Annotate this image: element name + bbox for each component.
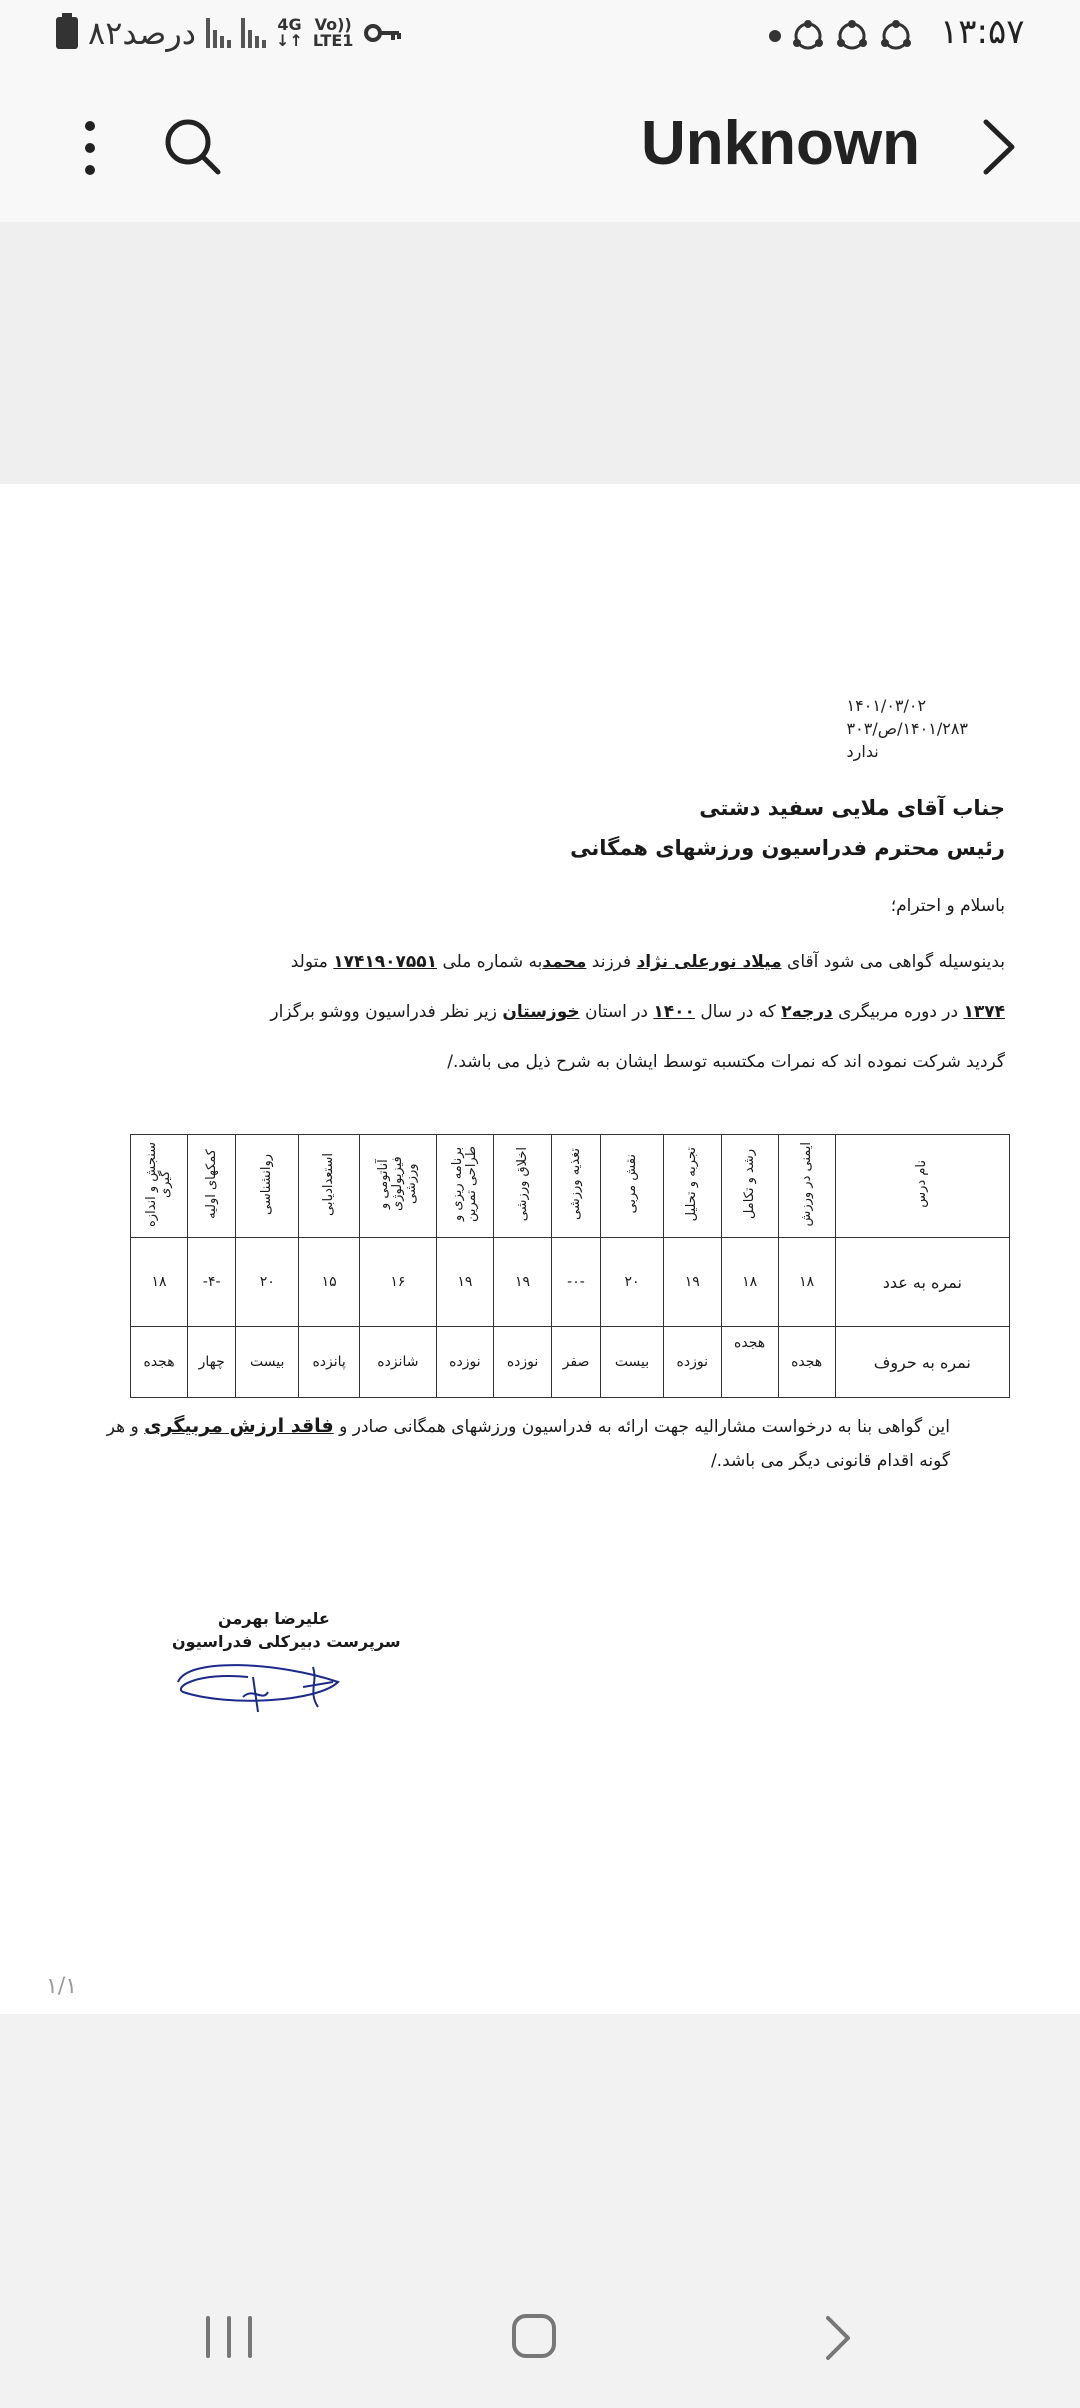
course-name: تغذیه ورزشی [567,1148,583,1220]
grade-word: هجده [721,1327,778,1398]
lte-label: LTE1 [312,31,354,50]
course-cell [131,1135,188,1238]
course-year: ۱۴۰۰ [653,1002,695,1022]
grade-num: ۱۶ [360,1238,436,1327]
data-arrows-icon: ↓↑ [276,31,303,50]
grade-word: صفر [551,1327,600,1398]
search-icon[interactable] [160,112,224,182]
paragraph-3: گردید شرکت نموده اند که نمرات مکتسبه توسط ایشان به شرح ذیل می باشد./ [447,1052,1005,1072]
grade-num: ۱۹ [494,1238,552,1327]
p2-text-d: زیر نظر فدراسیون ووشو برگزار [270,1002,497,1022]
status-bar [0,0,1080,72]
p2-text-b: که در سال [700,1002,776,1022]
course-cell [236,1135,299,1238]
clock: ۱۳:۵۷ [940,12,1025,52]
course-name: استعدادیابی [321,1152,337,1216]
course-name: تجربه و تحلیل [684,1146,700,1222]
table-header-row [131,1135,1010,1238]
grade-word: بیست [601,1327,664,1398]
num-label: نمره به عدد [835,1238,1009,1327]
word-label: نمره به حروف [835,1327,1009,1398]
course-name: رشد و تکامل [741,1148,757,1220]
p1-text-a: بدینوسیله گواهی می شود آقای [787,952,1005,972]
course-name: سنجش و اندازه گیری [144,1141,174,1227]
course-name: برنامه ریزی و طراحی تمرین [449,1146,479,1222]
course-cell [551,1135,600,1238]
recent-apps-icon[interactable] [202,2314,256,2360]
recipient-name: جناب آقای ملایی سفید دشتی [699,796,1005,820]
battery-icon [56,17,78,49]
numeric-grade-row [131,1238,1010,1327]
course-cell [299,1135,360,1238]
province: خوزستان [502,1002,580,1022]
grade-num: -۴- [188,1238,236,1327]
status-left-group [56,14,403,52]
birth-year: ۱۳۷۴ [963,1002,1005,1022]
course-name: کمکهای اولیه [203,1149,219,1219]
battery-text: ۸۲درصد [88,14,197,52]
course-degree: درجه۲ [781,1002,833,1022]
volte-indicator [313,17,354,49]
document-page[interactable] [0,484,1080,2014]
volte-label: Vo)) [314,15,352,34]
national-id: ۱۷۴۱۹۰۷۵۵۱ [333,952,438,972]
grade-num: ۱۸ [778,1238,835,1327]
letter-attachment: ندارد [846,742,879,761]
grade-word: چهار [188,1327,236,1398]
signal-bars-icon [206,18,231,48]
paragraph-2 [205,1002,1005,1022]
grade-num: ۲۰ [236,1238,299,1327]
greeting: باسلام و احترام؛ [890,896,1005,916]
course-cell [436,1135,494,1238]
grade-num: ۱۸ [131,1238,188,1327]
share-app-icon-2 [834,18,870,54]
p2-text-a: در دوره مربیگری [838,1002,959,1022]
grade-word: نوزده [436,1327,494,1398]
header-label: نام درس [914,1160,930,1208]
share-app-icon [790,18,826,54]
signer-name: علیرضا بهرمن [218,1609,330,1628]
share-app-icon-3 [878,18,914,54]
course-name: ایمنی در ورزش [798,1141,814,1227]
grade-num: -۰- [551,1238,600,1327]
p1-text-c: به شماره ملی [442,952,543,972]
person-name: میلاد نورعلی نژاد [636,952,782,972]
grade-word: شانزده [360,1327,436,1398]
course-name: نقش مربی [624,1154,639,1214]
grade-word: پانزده [299,1327,360,1398]
letter-number: ۱۴۰۱/۲۸۳/ص/۳۰۳ [846,719,968,738]
app-toolbar [0,72,1080,222]
footer-text-a: این گواهی بنا به درخواست مشارالیه جهت ارائه به فدراسیون ورزشهای همگانی صادر و [339,1417,950,1437]
system-nav-bar [0,2290,1080,2408]
course-cell [721,1135,778,1238]
grade-num: ۲۰ [601,1238,664,1327]
word-grade-row [131,1327,1010,1398]
p2-text-c: در استان [585,1002,648,1022]
grade-num: ۱۹ [663,1238,721,1327]
course-name: اخلاق ورزشی [514,1146,530,1222]
more-options-icon[interactable] [70,116,110,180]
course-name: آناتومی و فیزیولوژی ورزشی [375,1156,419,1212]
footer-paragraph [90,1409,950,1478]
course-cell [601,1135,664,1238]
grade-word: نوزده [663,1327,721,1398]
grade-word: بیست [236,1327,299,1398]
course-cell [494,1135,552,1238]
father-name: محمد [542,952,587,972]
letter-date: ۱۴۰۱/۰۳/۰۲ [846,696,927,715]
signer-title: سرپرست دبیرکلی فدراسیون [172,1632,401,1651]
signal-bars-icon-2 [241,18,266,48]
network-type [276,17,303,49]
course-name: روانشناسی [259,1153,275,1215]
viewer-background-top [0,222,1080,484]
document-title: Unknown [641,109,920,178]
network-type-label: 4G [277,15,302,34]
dot-icon [768,29,782,43]
letter [0,484,1080,2014]
home-icon[interactable] [510,2312,558,2360]
page-indicator: ۱/۱ [46,1974,78,1999]
grade-word: نوزده [494,1327,552,1398]
grade-word: هجده [131,1327,188,1398]
course-cell [188,1135,236,1238]
grades-table [130,1134,1010,1398]
course-cell [360,1135,436,1238]
p1-text-d: متولد [290,952,328,972]
back-chevron-icon[interactable] [966,112,1030,182]
footer-emphasis: فاقد ارزش مربیگری [144,1415,334,1437]
paragraph-1 [205,952,1005,972]
grade-num: ۱۹ [436,1238,494,1327]
course-cell [663,1135,721,1238]
recipient-title: رئیس محترم فدراسیون ورزشهای همگانی [570,836,1005,860]
grade-num: ۱۵ [299,1238,360,1327]
p1-text-b: فرزند [591,952,632,972]
handwritten-signature [168,1652,348,1722]
notification-icons [768,18,914,54]
grade-word: هجده [778,1327,835,1398]
header-label-cell [835,1135,1009,1238]
letter-meta [847,694,968,763]
vpn-key-icon [363,21,403,45]
footer-text-b: و هر گونه اقدام قانونی دیگر می باشد./ [106,1417,950,1471]
grade-num: ۱۸ [721,1238,778,1327]
course-cell [778,1135,835,1238]
back-icon[interactable] [820,2312,856,2364]
